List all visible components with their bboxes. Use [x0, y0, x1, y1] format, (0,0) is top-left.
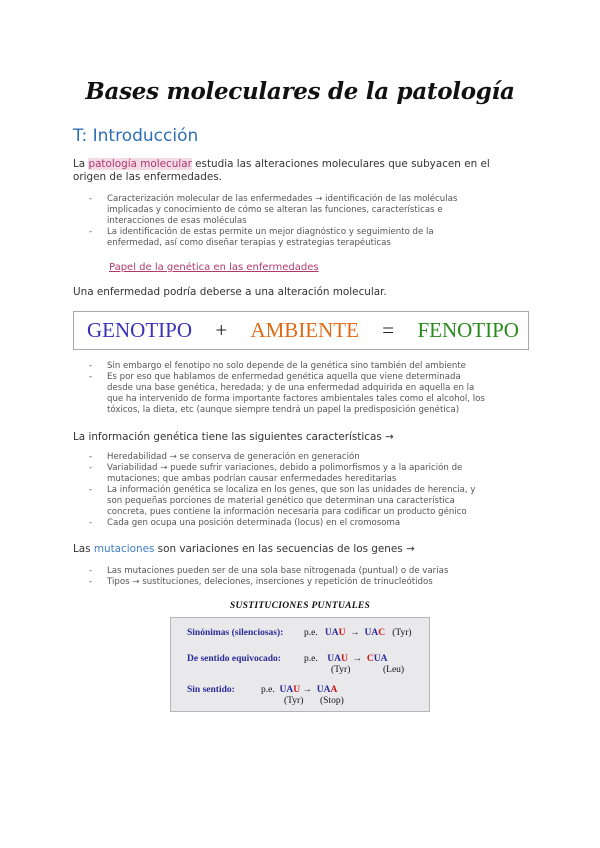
mutations-heading: Las mutaciones son variaciones en las secuencias de los genes →: [73, 543, 415, 555]
substitution-figure: [170, 617, 430, 712]
figure-caption: SUSTITUCIONES PUNTUALES: [229, 601, 371, 611]
genetics-link[interactable]: Papel de la genética en las enfermedades: [109, 262, 319, 273]
list-mutations: [89, 566, 509, 588]
figure-row-example: p.e. UAU → UAC (Tyr): [304, 628, 412, 638]
amino-acid-label: (Stop): [320, 696, 344, 706]
list-item: - La información genética se localiza en los genes, que son las unidades de herencia, y son pequeñas porciones de material genético que determinan una característica concreta, pues contiene la información necesaria para codificar un producto génico: [89, 485, 509, 518]
list-item: - Las mutaciones pueden ser de una sola base nitrogenada (puntual) o de varias: [89, 566, 509, 577]
equals-sign: =: [382, 318, 395, 342]
list-item: - Caracterización molecular de las enfermedades → identificación de las moléculas implicadas y conocimiento de cómo se alteran las funciones, características e interacciones de esas moléculas: [89, 194, 509, 227]
genotipo-term: GENOTIPO: [87, 318, 192, 342]
figure-row-label: De sentido equivocado:: [187, 654, 281, 664]
amino-acid-label: (Tyr): [284, 696, 304, 706]
section-heading: T: Introducción: [73, 126, 199, 146]
genotype-equation: [73, 311, 529, 350]
mutations-term: mutaciones: [93, 543, 155, 555]
list-phenotype: [89, 361, 509, 416]
list-item: - Cada gen ocupa una posición determinada (locus) en el cromosoma: [89, 518, 509, 529]
highlight-term: patología molecular: [88, 158, 192, 170]
intro-paragraph: La patología molecular estudia las alteraciones moleculares que subyacen en el origen de las enfermedades.: [73, 158, 490, 183]
list-item: - Heredabilidad → se conserva de generación en generación: [89, 452, 509, 463]
figure-row-label: Sin sentido:: [187, 685, 235, 695]
list-item: - La identificación de estas permite un mejor diagnóstico y seguimiento de la enfermedad, así como diseñar terapias y estrategias terapéuticas: [89, 227, 509, 249]
plus-sign: +: [215, 318, 228, 342]
figure-row-example: p.e. UAU → CUA: [304, 654, 388, 664]
figure-row-label: Sinónimas (silenciosas):: [187, 628, 284, 638]
list-genetic-info: [89, 452, 509, 529]
ambiente-term: AMBIENTE: [250, 318, 359, 342]
amino-acid-label: (Tyr): [331, 665, 351, 675]
alteration-paragraph: Una enfermedad podría deberse a una alteración molecular.: [73, 286, 387, 298]
list-item: - Es por eso que hablamos de enfermedad genética aquella que viene determinada desde una base genética, heredada; y de una enfermedad adquirida en aquella en la que ha intervenido de forma importante factores ambientales tales como el alcohol, los tóxicos, la dieta, etc (aunque siempre tendrá un papel la predisposición genética): [89, 372, 509, 416]
figure-row-example: p.e. UAU → UAA: [261, 685, 338, 695]
fenotipo-term: FENOTIPO: [417, 318, 519, 342]
info-heading: La información genética tiene las siguientes características →: [73, 431, 394, 443]
list-item: - Variabilidad → puede sufrir variaciones, debido a polimorfismos y a la aparición de mutaciones; que ambas podrían causar enfermedades hereditarias: [89, 463, 509, 485]
page-title: Bases moleculares de la patología: [85, 78, 515, 105]
list-characterization: [89, 194, 509, 249]
list-item: - Sin embargo el fenotipo no solo depende de la genética sino también del ambiente: [89, 361, 509, 372]
list-item: - Tipos → sustituciones, deleciones, inserciones y repetición de trinucleótidos: [89, 577, 509, 588]
amino-acid-label: (Leu): [383, 665, 405, 675]
